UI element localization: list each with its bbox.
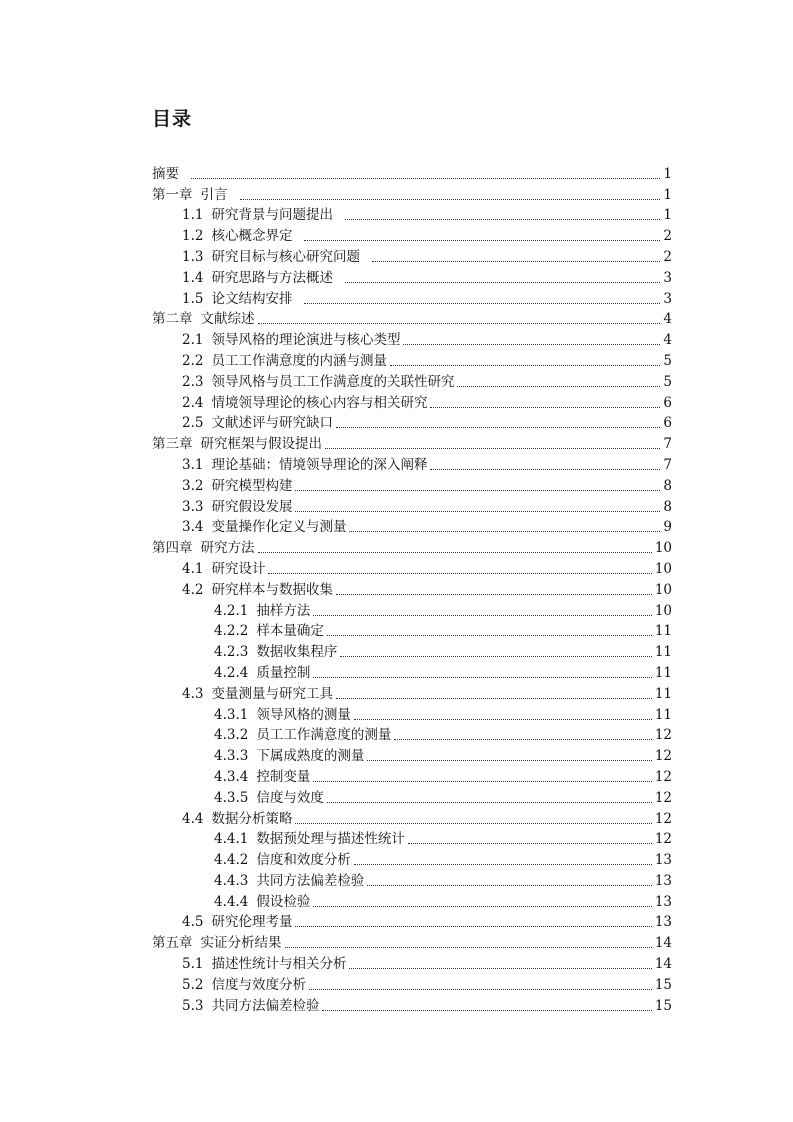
toc-entry-title: 研究目标与核心研究问题 <box>211 248 360 265</box>
dot-leader <box>349 530 660 532</box>
toc-entry-number: 4.3.5 <box>214 789 249 806</box>
dot-leader <box>403 343 660 345</box>
toc-entry-title: 信度与效度分析 <box>211 976 306 993</box>
toc-entry-title: 信度和效度分析 <box>256 852 351 869</box>
toc-entry-title: 控制变量 <box>256 768 311 785</box>
toc-entry-number: 4.2.1 <box>214 602 249 619</box>
dot-leader <box>430 468 660 470</box>
dot-leader <box>268 572 651 574</box>
toc-entry-number: 4.4.1 <box>214 831 249 848</box>
dot-leader <box>457 385 660 387</box>
dot-leader <box>258 551 652 553</box>
toc-entry-page: 11 <box>654 685 672 702</box>
dot-leader <box>295 510 660 512</box>
toc-entry-title: 研究设计 <box>211 560 266 577</box>
dot-leader <box>349 967 651 969</box>
toc-entry-number: 4.2 <box>182 581 204 598</box>
toc-entry-number: 4.2.2 <box>214 623 249 640</box>
toc-entry-title: 实证分析结果 <box>200 935 282 952</box>
toc-entry[interactable] <box>152 474 672 495</box>
toc-entry[interactable] <box>152 703 672 724</box>
toc-entry-page: 10 <box>654 581 672 598</box>
toc-entry-page: 3 <box>663 290 672 307</box>
toc-entry-number: 第三章 <box>152 436 193 453</box>
toc-entry-title: 文献综述 <box>200 311 255 328</box>
toc-entry[interactable] <box>152 370 672 391</box>
dot-leader <box>354 863 652 865</box>
toc-entry-page: 12 <box>654 789 672 806</box>
toc-entry-title: 信度与效度 <box>256 789 324 806</box>
toc-entry-page: 12 <box>654 810 672 827</box>
toc-entry-title: 核心概念界定 <box>211 228 293 245</box>
dot-leader <box>325 447 660 449</box>
toc-entry[interactable] <box>152 162 672 183</box>
toc-entry-page: 11 <box>654 706 672 723</box>
toc-entry[interactable] <box>152 869 672 890</box>
toc-entry-page: 14 <box>654 935 672 952</box>
toc-entry-page: 1 <box>663 165 672 182</box>
toc-entry-number: 5.3 <box>182 997 204 1014</box>
toc-entry-page: 12 <box>654 768 672 785</box>
toc-entry-title: 论文结构安排 <box>211 290 293 307</box>
toc-entry[interactable] <box>152 224 672 245</box>
toc-entry-title: 共同方法偏差检验 <box>211 997 320 1014</box>
toc-entry-title: 变量操作化定义与测量 <box>211 519 347 536</box>
toc-entry[interactable] <box>152 640 672 661</box>
dot-leader <box>309 988 652 990</box>
dot-leader <box>327 634 652 636</box>
toc-entry-title: 数据收集程序 <box>256 644 338 661</box>
toc-entry-page: 13 <box>654 872 672 889</box>
toc-entry[interactable] <box>152 536 672 557</box>
dot-leader <box>340 655 651 657</box>
toc-entry-title: 引言 <box>200 186 228 203</box>
toc-entry-page: 2 <box>663 228 672 245</box>
dot-leader <box>367 884 651 886</box>
toc-entry-title: 摘要 <box>152 165 179 182</box>
dot-leader <box>430 406 660 408</box>
toc-entry[interactable] <box>152 786 672 807</box>
toc-title: 目录 <box>152 108 193 130</box>
dot-leader <box>304 239 660 241</box>
toc-entry-number: 4.2.4 <box>214 664 249 681</box>
toc-entry[interactable] <box>152 890 672 911</box>
toc-entry-page: 13 <box>654 852 672 869</box>
toc-entry[interactable] <box>152 848 672 869</box>
toc-entry[interactable] <box>152 412 672 433</box>
toc-entry-title: 员工工作满意度的测量 <box>256 727 392 744</box>
toc-entry-page: 6 <box>663 394 672 411</box>
toc-entry-number: 2.2 <box>182 352 204 369</box>
toc-entry-number: 第二章 <box>152 311 193 328</box>
toc-entry-page: 10 <box>654 540 672 557</box>
toc-entry-page: 11 <box>654 623 672 640</box>
toc-entry[interactable] <box>152 328 672 349</box>
toc-entry-page: 7 <box>663 456 672 473</box>
toc-entry[interactable] <box>152 266 672 287</box>
toc-entry-title: 研究样本与数据收集 <box>211 581 333 598</box>
toc-entry-page: 1 <box>663 186 672 203</box>
toc-entry[interactable] <box>152 557 672 578</box>
toc-entry-title: 研究方法 <box>200 540 255 557</box>
toc-entry-title: 员工工作满意度的内涵与测量 <box>211 352 387 369</box>
toc-entry-number: 4.2.3 <box>214 644 249 661</box>
toc-entry-number: 2.5 <box>182 415 204 432</box>
toc-entry[interactable] <box>152 287 672 308</box>
toc-entry-number: 4.5 <box>182 914 204 931</box>
toc-entry[interactable] <box>152 682 672 703</box>
dot-leader <box>295 489 660 491</box>
toc-entry-page: 15 <box>654 976 672 993</box>
toc-entry-title: 质量控制 <box>256 664 311 681</box>
dot-leader <box>367 759 651 761</box>
dot-leader <box>191 177 660 179</box>
dot-leader <box>313 676 651 678</box>
toc-entry-page: 9 <box>663 519 672 536</box>
toc-entry[interactable] <box>152 183 672 204</box>
table-of-contents <box>152 162 672 1015</box>
toc-entry-number: 1.4 <box>182 269 204 286</box>
toc-entry-number: 4.4.3 <box>214 872 249 889</box>
toc-entry-page: 4 <box>663 332 672 349</box>
toc-entry[interactable] <box>152 724 672 745</box>
toc-entry[interactable] <box>152 994 672 1015</box>
toc-entry-title: 理论基础：情境领导理论的深入阐释 <box>211 456 428 473</box>
dot-leader <box>354 718 652 720</box>
dot-leader <box>313 780 651 782</box>
toc-entry-number: 4.3.2 <box>214 727 249 744</box>
toc-entry-number: 第五章 <box>152 935 193 952</box>
toc-entry-title: 情境领导理论的核心内容与相关研究 <box>211 394 428 411</box>
toc-entry-page: 15 <box>654 997 672 1014</box>
toc-entry-number: 3.3 <box>182 498 204 515</box>
dot-leader <box>322 1009 651 1011</box>
toc-entry-page: 12 <box>654 831 672 848</box>
toc-entry-number: 1.3 <box>182 248 204 265</box>
toc-entry-page: 5 <box>663 352 672 369</box>
toc-entry-page: 8 <box>663 498 672 515</box>
toc-entry-number: 2.4 <box>182 394 204 411</box>
toc-entry-number: 3.2 <box>182 477 204 494</box>
toc-entry-number: 3.4 <box>182 519 204 536</box>
dot-leader <box>327 801 652 803</box>
toc-entry-number: 第一章 <box>152 186 193 203</box>
toc-entry[interactable] <box>152 931 672 952</box>
dot-leader <box>313 614 651 616</box>
toc-entry-title: 研究模型构建 <box>211 477 293 494</box>
toc-entry-title: 样本量确定 <box>256 623 324 640</box>
toc-entry-page: 10 <box>654 602 672 619</box>
toc-entry[interactable] <box>152 453 672 474</box>
dot-leader <box>345 218 660 220</box>
toc-entry-number: 4.3 <box>182 685 204 702</box>
toc-entry[interactable] <box>152 807 672 828</box>
dot-leader <box>394 738 651 740</box>
dot-leader <box>408 842 652 844</box>
toc-entry-number: 5.2 <box>182 976 204 993</box>
toc-entry-title: 研究假设发展 <box>211 498 293 515</box>
toc-entry-page: 7 <box>663 436 672 453</box>
toc-entry-number: 4.1 <box>182 560 204 577</box>
toc-entry-title: 共同方法偏差检验 <box>256 872 365 889</box>
dot-leader <box>345 281 660 283</box>
toc-entry[interactable] <box>152 744 672 765</box>
toc-entry[interactable] <box>152 245 672 266</box>
toc-entry-number: 2.1 <box>182 332 204 349</box>
dot-leader <box>336 426 660 428</box>
dot-leader <box>336 593 652 595</box>
toc-entry[interactable] <box>152 973 672 994</box>
toc-entry-title: 文献述评与研究缺口 <box>211 415 333 432</box>
dot-leader <box>390 364 660 366</box>
toc-entry[interactable] <box>152 349 672 370</box>
toc-entry[interactable] <box>152 620 672 641</box>
dot-leader <box>304 302 660 304</box>
toc-entry-number: 4.3.1 <box>214 706 249 723</box>
toc-entry[interactable] <box>152 599 672 620</box>
toc-entry-number: 4.4.2 <box>214 852 249 869</box>
toc-entry[interactable] <box>152 578 672 599</box>
toc-entry-title: 研究伦理考量 <box>211 914 293 931</box>
toc-entry-page: 14 <box>654 956 672 973</box>
toc-entry-number: 3.1 <box>182 456 204 473</box>
toc-entry-page: 5 <box>663 373 672 390</box>
toc-entry-page: 12 <box>654 748 672 765</box>
toc-entry[interactable] <box>152 516 672 537</box>
toc-entry[interactable] <box>152 828 672 849</box>
toc-entry-number: 1.5 <box>182 290 204 307</box>
toc-entry[interactable] <box>152 432 672 453</box>
dot-leader <box>372 260 660 262</box>
toc-entry-number: 2.3 <box>182 373 204 390</box>
toc-entry-title: 下属成熟度的测量 <box>256 748 365 765</box>
toc-entry[interactable] <box>152 765 672 786</box>
toc-entry-title: 数据预处理与描述性统计 <box>256 831 405 848</box>
dot-leader <box>295 925 651 927</box>
toc-entry[interactable] <box>152 391 672 412</box>
toc-entry-title: 研究背景与问题提出 <box>211 207 333 224</box>
toc-entry-number: 第四章 <box>152 540 193 557</box>
toc-entry-title: 研究框架与假设提出 <box>200 436 322 453</box>
toc-entry-page: 2 <box>663 248 672 265</box>
toc-entry-page: 11 <box>654 644 672 661</box>
toc-entry-page: 11 <box>654 664 672 681</box>
toc-entry[interactable] <box>152 952 672 973</box>
dot-leader <box>295 822 651 824</box>
toc-entry-number: 4.4 <box>182 810 204 827</box>
dot-leader <box>258 322 661 324</box>
toc-entry-number: 1.1 <box>182 207 204 224</box>
toc-entry-page: 4 <box>663 311 672 328</box>
toc-entry[interactable] <box>152 911 672 932</box>
toc-entry-title: 数据分析策略 <box>211 810 293 827</box>
toc-entry-number: 4.3.4 <box>214 768 249 785</box>
toc-entry-page: 10 <box>654 560 672 577</box>
toc-entry-number: 1.2 <box>182 228 204 245</box>
toc-entry-title: 假设检验 <box>256 893 311 910</box>
toc-entry-title: 领导风格的测量 <box>256 706 351 723</box>
toc-entry-number: 5.1 <box>182 956 204 973</box>
toc-entry-title: 领导风格与员工工作满意度的关联性研究 <box>211 373 455 390</box>
toc-entry-number: 4.4.4 <box>214 893 249 910</box>
toc-entry-title: 抽样方法 <box>256 602 311 619</box>
toc-entry-title: 研究思路与方法概述 <box>211 269 333 286</box>
toc-entry-page: 13 <box>654 893 672 910</box>
toc-entry-number: 4.3.3 <box>214 748 249 765</box>
dot-leader <box>336 697 652 699</box>
toc-entry-title: 描述性统计与相关分析 <box>211 956 347 973</box>
toc-entry-page: 12 <box>654 727 672 744</box>
toc-entry-page: 1 <box>663 207 672 224</box>
toc-entry-title: 领导风格的理论演进与核心类型 <box>211 332 401 349</box>
toc-entry-page: 3 <box>663 269 672 286</box>
dot-leader <box>240 198 661 200</box>
toc-entry[interactable] <box>152 308 672 329</box>
toc-entry[interactable] <box>152 204 672 225</box>
toc-entry-title: 变量测量与研究工具 <box>211 685 333 702</box>
toc-entry-page: 6 <box>663 415 672 432</box>
toc-entry[interactable] <box>152 495 672 516</box>
dot-leader <box>313 905 651 907</box>
toc-entry-page: 8 <box>663 477 672 494</box>
toc-entry-page: 13 <box>654 914 672 931</box>
dot-leader <box>285 946 652 948</box>
toc-entry[interactable] <box>152 661 672 682</box>
